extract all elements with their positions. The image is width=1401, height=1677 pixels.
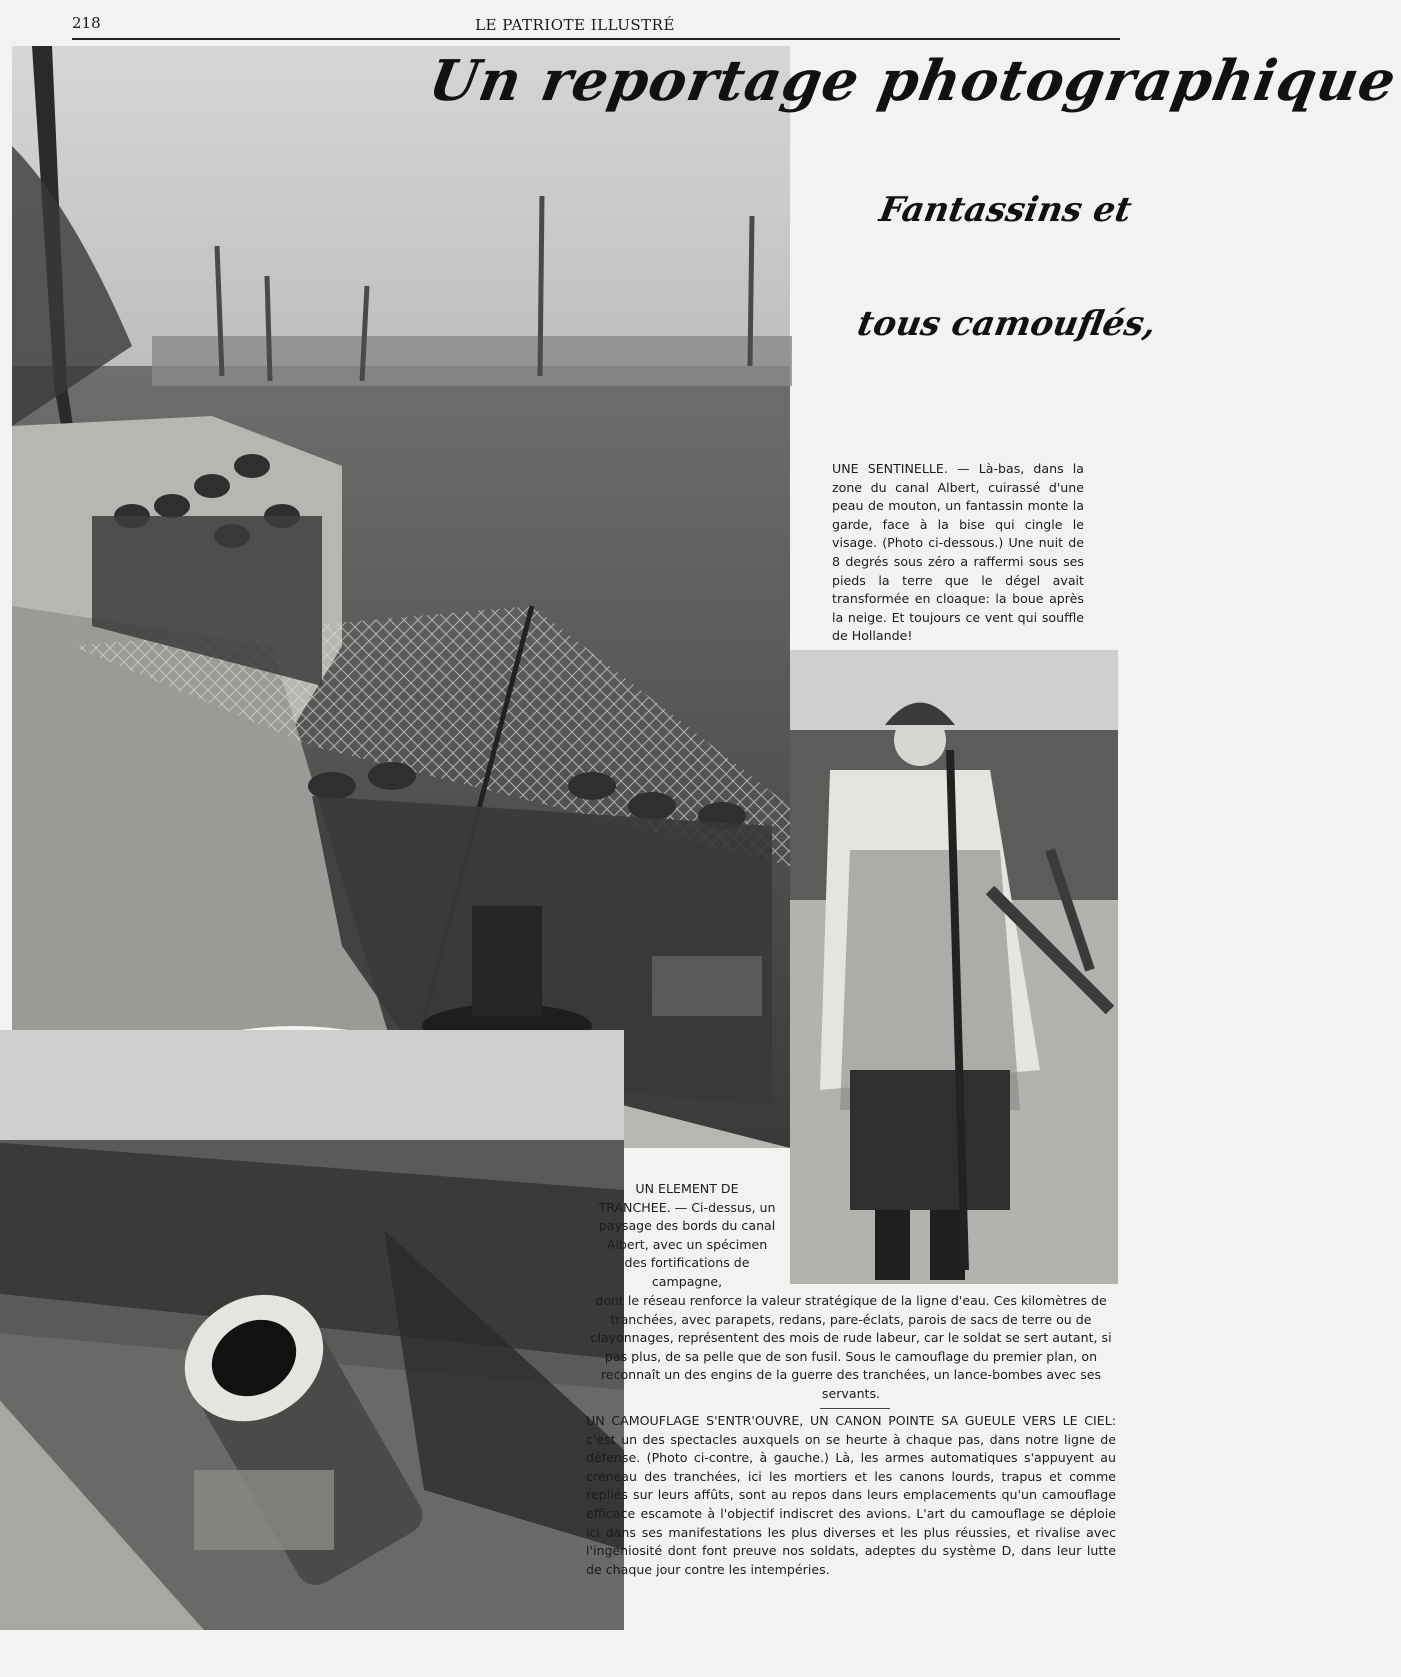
- caption-cannon: [586, 1412, 1116, 1579]
- caption-separator: [820, 1408, 890, 1409]
- headline-line-3: tous camouflés,: [854, 304, 1160, 344]
- headline-line-2: Fantassins et: [876, 190, 1135, 230]
- caption-sentinel: [832, 460, 1084, 646]
- publication-title: LE PATRIOTE ILLUSTRÉ: [475, 16, 675, 34]
- photo-trench: [12, 46, 790, 1148]
- caption-cannon-title: UN CAMOUFLAGE S'ENTR'OUVRE, UN CANON POINTE SA GUEULE VERS LE CIEL:: [586, 1413, 1116, 1428]
- headline-line-1: Un reportage photographique: [424, 48, 1401, 114]
- caption-cannon-text: c'est un des spectacles auxquels on se heurte à chaque pas, dans notre ligne de défense. (Photo ci-contre, à gauche.) Là, les armes automatiques s'appuyent au créneau des tranchées, ici les mortiers et les canons lourds, trapus et comme repliés sur leurs affûts, sont au repos dans leurs emplacements qu'un camouflage efficace escamote à l'objectif indiscret des avions. L'art du camouflage se déploie ici dans ses manifestations les plus diverses et les plus réussies, et rivalise avec l'ingéniosité dont font preuve nos soldats, adeptes du système D, dans leur lutte de chaque jour contre les intempéries.: [586, 1431, 1116, 1577]
- caption-trench-text-1: — Ci-dessus, un paysage des bords du canal Albert, avec un spécimen des fortifications de campagne,: [598, 1199, 776, 1289]
- header-rule: [72, 38, 1120, 40]
- page-number: 218: [72, 14, 101, 32]
- caption-trench-text-2: dont le réseau renforce la valeur stratégique de la ligne d'eau. Ces kilomètres de tranchées, avec parapets, redans, pare-éclats, parois de sacs de terre ou de clayonnages, représentent des mois de rude labeur, car le soldat se sert autant, si pas plus, de sa pelle que de son fusil. Sous le camouflage du premier plan, on reconnaît un des engins de la guerre des tranchées, un lance-bombes avec ses servants.: [590, 1293, 1112, 1401]
- photo-sentinel: [790, 650, 1118, 1284]
- caption-sentinel-text: — Là-bas, dans la zone du canal Albert, cuirassé d'une peau de mouton, un fantassin monte la garde, face à la bise qui cingle le visage. (Photo ci-dessous.) Une nuit de 8 degrés sous zéro a raffermi sous ses pieds la terre que le dégel avait transformée en cloaque: la boue après la neige. Et toujours ce vent qui souffle de Hollande!: [832, 461, 1084, 644]
- caption-trench-title: UN ELEMENT DE TRANCHEE.: [598, 1181, 739, 1215]
- photo-cannon: [0, 1026, 628, 1634]
- caption-sentinel-title: UNE SENTINELLE.: [832, 461, 948, 476]
- caption-trench-intro: [598, 1180, 776, 1292]
